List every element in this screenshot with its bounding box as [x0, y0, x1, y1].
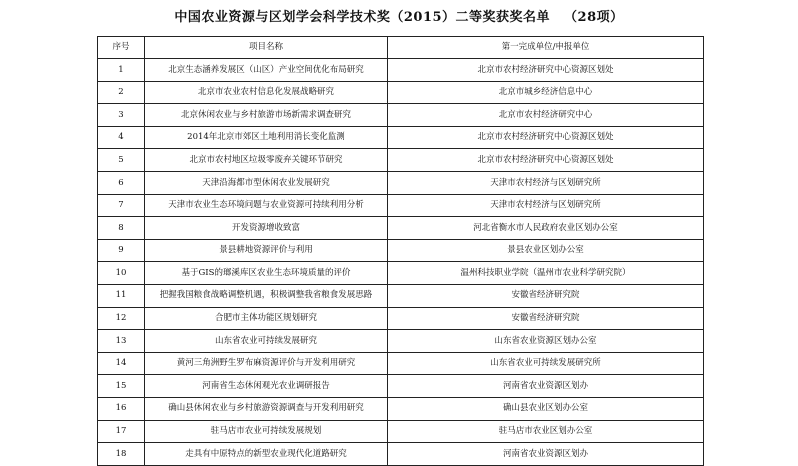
table-row — [98, 397, 704, 420]
cell-serial-number: 10 — [98, 262, 145, 285]
awards-table — [97, 36, 704, 466]
cell-project-name: 天津沿海都市型休闲农业发展研究 — [145, 171, 388, 194]
cell-serial-number: 2 — [98, 81, 145, 104]
cell-unit: 景县农业区划办公室 — [388, 239, 704, 262]
table-row — [98, 104, 704, 127]
cell-project-name: 基于GIS的瑯溪库区农业生态环境质量的评价 — [145, 262, 388, 285]
cell-unit: 天津市农村经济与区划研究所 — [388, 171, 704, 194]
cell-unit: 河北省衡水市人民政府农业区划办公室 — [388, 217, 704, 240]
cell-unit: 天津市农村经济与区划研究所 — [388, 194, 704, 217]
header-unit: 第一完成单位/申报单位 — [388, 37, 704, 59]
cell-serial-number: 6 — [98, 171, 145, 194]
table-body — [98, 59, 704, 466]
cell-project-name: 驻马店市农业可持续发展规划 — [145, 420, 388, 443]
document-title — [0, 6, 798, 25]
cell-serial-number: 12 — [98, 307, 145, 330]
cell-unit: 北京市城乡经济信息中心 — [388, 81, 704, 104]
cell-unit: 温州科技职业学院（温州市农业科学研究院） — [388, 262, 704, 285]
cell-serial-number: 9 — [98, 239, 145, 262]
cell-project-name: 2014年北京市郊区土地利用消长变化监测 — [145, 126, 388, 149]
cell-project-name: 开发资源增收致富 — [145, 217, 388, 240]
cell-project-name: 合肥市主体功能区规划研究 — [145, 307, 388, 330]
table-row — [98, 375, 704, 398]
cell-serial-number: 17 — [98, 420, 145, 443]
cell-serial-number: 3 — [98, 104, 145, 127]
title-text: 中国农业资源与区划学会科学技术奖（2015）二等奖获奖名单 — [174, 10, 551, 25]
table-header-row — [98, 37, 704, 59]
cell-project-name: 景县耕地资源评价与利用 — [145, 239, 388, 262]
cell-project-name: 河南省生态休闲观光农业调研报告 — [145, 375, 388, 398]
cell-unit: 北京市农村经济研究中心资源区划处 — [388, 149, 704, 172]
cell-serial-number: 1 — [98, 59, 145, 82]
cell-unit: 安徽省经济研究院 — [388, 284, 704, 307]
cell-unit: 北京市农村经济研究中心资源区划处 — [388, 126, 704, 149]
cell-serial-number: 16 — [98, 397, 145, 420]
cell-project-name: 确山县休闲农业与乡村旅游资源调查与开发利用研究 — [145, 397, 388, 420]
table-row — [98, 330, 704, 353]
cell-project-name: 北京市农村地区垃圾零废弃关键环节研究 — [145, 149, 388, 172]
table-row — [98, 149, 704, 172]
table-row — [98, 420, 704, 443]
cell-serial-number: 15 — [98, 375, 145, 398]
table-row — [98, 126, 704, 149]
cell-serial-number: 13 — [98, 330, 145, 353]
cell-unit: 确山县农业区划办公室 — [388, 397, 704, 420]
cell-unit: 北京市农村经济研究中心资源区划处 — [388, 59, 704, 82]
cell-project-name: 北京生态涵养发展区（山区）产业空间优化布局研究 — [145, 59, 388, 82]
cell-serial-number: 8 — [98, 217, 145, 240]
table-row — [98, 262, 704, 285]
cell-unit: 河南省农业资源区划办 — [388, 375, 704, 398]
cell-unit: 北京市农村经济研究中心 — [388, 104, 704, 127]
table-row — [98, 81, 704, 104]
table-row — [98, 217, 704, 240]
award-count: （28项） — [564, 10, 624, 25]
header-serial-number: 序号 — [98, 37, 145, 59]
cell-serial-number: 4 — [98, 126, 145, 149]
table-row — [98, 443, 704, 466]
cell-unit: 山东省农业资源区划办公室 — [388, 330, 704, 353]
cell-serial-number: 11 — [98, 284, 145, 307]
table-row — [98, 284, 704, 307]
cell-project-name: 走具有中原特点的新型农业现代化道路研究 — [145, 443, 388, 466]
cell-unit: 驻马店市农业区划办公室 — [388, 420, 704, 443]
cell-serial-number: 5 — [98, 149, 145, 172]
cell-project-name: 黄河三角洲野生罗布麻资源评价与开发利用研究 — [145, 352, 388, 375]
header-project-name: 项目名称 — [145, 37, 388, 59]
cell-unit: 河南省农业资源区划办 — [388, 443, 704, 466]
table-row — [98, 352, 704, 375]
cell-serial-number: 18 — [98, 443, 145, 466]
cell-project-name: 山东省农业可持续发展研究 — [145, 330, 388, 353]
table-row — [98, 171, 704, 194]
table-row — [98, 59, 704, 82]
cell-project-name: 天津市农业生态环境问题与农业资源可持续利用分析 — [145, 194, 388, 217]
cell-project-name: 北京休闲农业与乡村旅游市场新需求调查研究 — [145, 104, 388, 127]
table-row — [98, 307, 704, 330]
cell-unit: 山东省农业可持续发展研究所 — [388, 352, 704, 375]
cell-unit: 安徽省经济研究院 — [388, 307, 704, 330]
cell-project-name: 把握我国粮食战略调整机遇，积极调整我省粮食发展思路 — [145, 284, 388, 307]
table-row — [98, 239, 704, 262]
cell-project-name: 北京市农业农村信息化发展战略研究 — [145, 81, 388, 104]
cell-serial-number: 7 — [98, 194, 145, 217]
table-row — [98, 194, 704, 217]
cell-serial-number: 14 — [98, 352, 145, 375]
